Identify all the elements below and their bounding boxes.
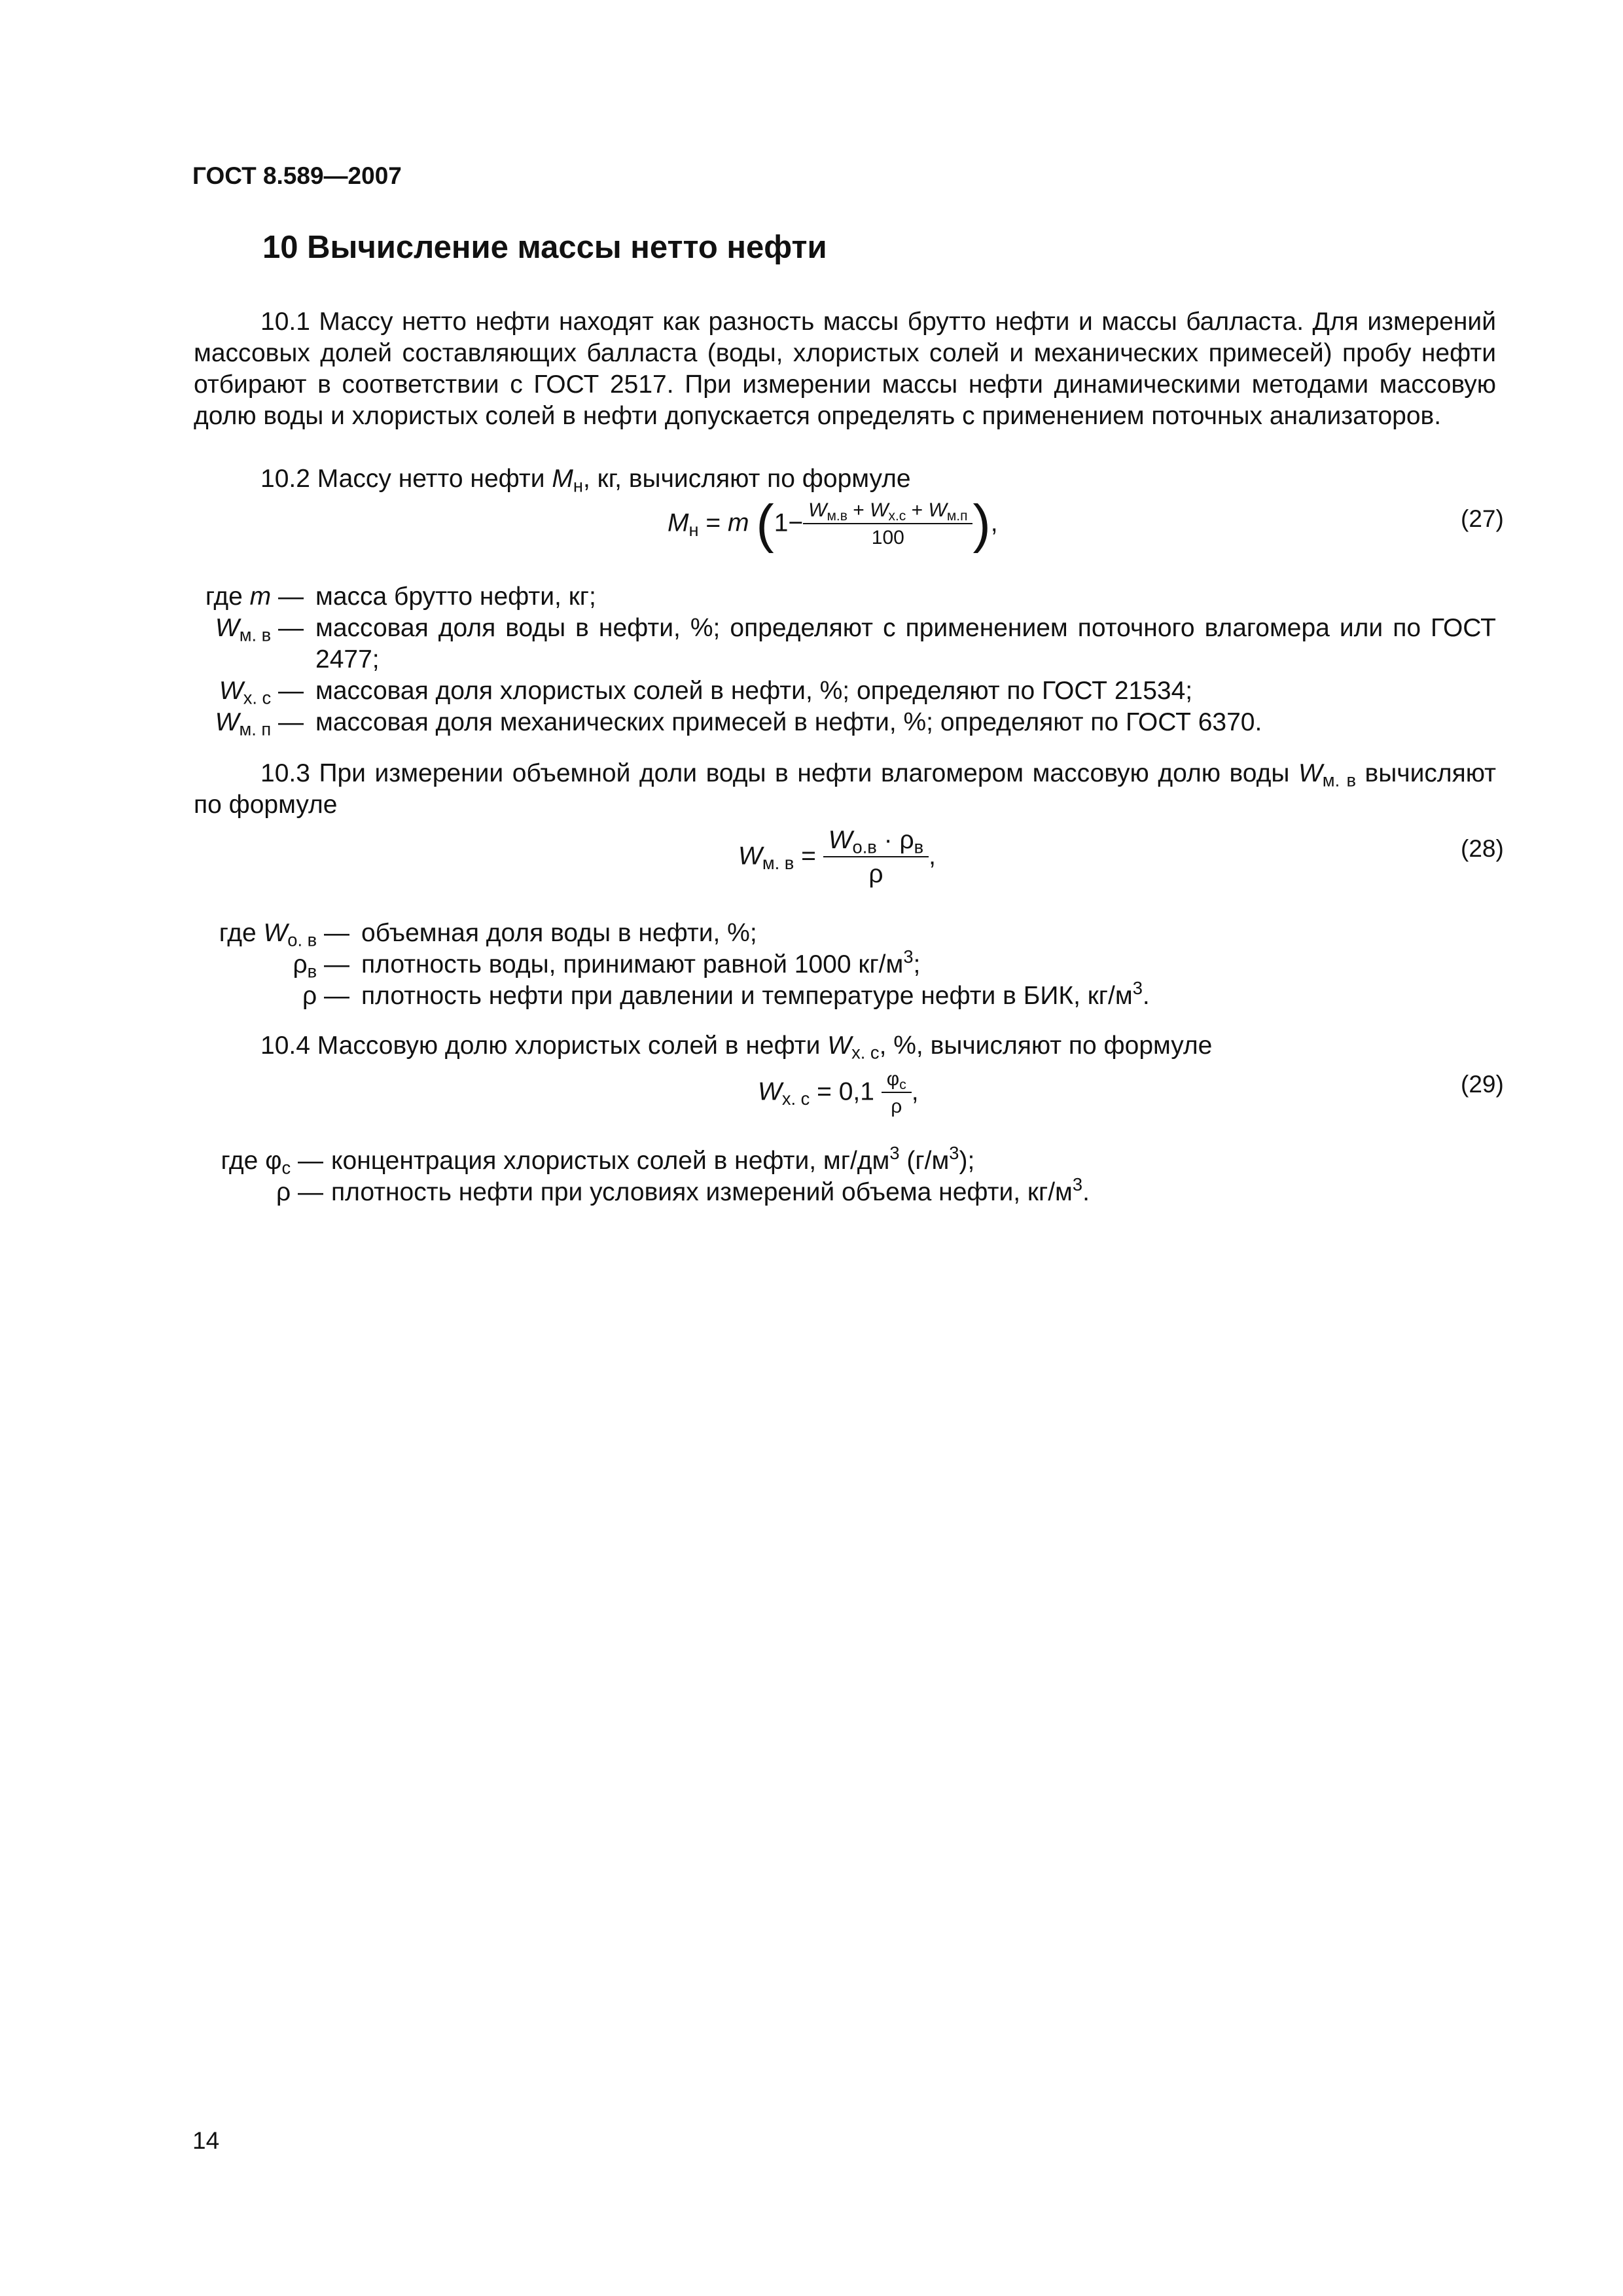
where27-wmp-sub: м. п (239, 719, 272, 740)
where28-rhov-dash: — (317, 950, 349, 978)
eq27-m: m (728, 509, 749, 537)
eq29-lhs-sub: х. с (781, 1088, 810, 1109)
eq27-left-paren: ( (756, 494, 774, 554)
eq27-wmp: W (928, 499, 947, 521)
where28-text-rhov (361, 946, 921, 980)
where27-wmv-dash: — (271, 614, 304, 642)
where28-rhov-end: ; (913, 950, 921, 978)
eq29-numerator (882, 1068, 912, 1093)
where29-phi-mid: (г/м (899, 1147, 950, 1175)
where28-prefix: где (219, 919, 264, 947)
where28-rho-text: плотность нефти при давлении и температуре нефти в БИК, кг/м (361, 982, 1133, 1010)
where27-text-wmp: массовая доля механических примесей в нефти, %; определяют по ГОСТ 6370. (315, 708, 1262, 736)
where28-rho-dash: — (317, 982, 349, 1010)
equation-27 (668, 494, 998, 554)
where28-rhov-sym: ρ (293, 950, 308, 978)
eq28-rho-v-sub: в (914, 836, 924, 857)
eq29-equals: = 0,1 (810, 1077, 882, 1106)
where27-text-m: масса брутто нефти, кг; (315, 583, 596, 611)
eq28-denominator: ρ (868, 860, 883, 888)
where28-label-rhov (293, 949, 349, 980)
eq29-fraction (882, 1068, 912, 1118)
where29-phi-sup: 3 (889, 1143, 900, 1163)
where28-wov-sub: о. в (287, 929, 317, 950)
eq27-wmv: W (808, 499, 827, 521)
where27-label-wmp (215, 707, 304, 738)
where27-wxc-sub: х. с (243, 687, 272, 708)
where28-text-rho (361, 980, 1150, 1012)
where29-text-rho (331, 1174, 1090, 1208)
where27-wmv-sub: м. в (239, 624, 272, 645)
paragraph-10-3-lead: 10.3 При измерении объемной доли воды в нефти влагомером массовую долю воды (260, 759, 1298, 787)
where28-wov-sym: W (263, 919, 288, 947)
eq27-right-paren: ) (972, 494, 991, 554)
paragraph-10-3-sym: W (1298, 759, 1323, 787)
where27-label-m: где m — (205, 583, 304, 611)
where29-label-rho (276, 1177, 323, 1208)
eq28-wov-sub: о.в (852, 836, 877, 857)
where27-wmp-dash: — (271, 708, 304, 736)
paragraph-10-3-sub: м. в (1322, 770, 1356, 791)
where28-wov-dash: — (317, 919, 349, 947)
where28-label-rho (302, 980, 349, 1012)
eq27-comma: , (990, 509, 998, 537)
section-title: 10 Вычисление массы нетто нефти (262, 230, 827, 265)
eq27-wxc-sub: х.с (888, 508, 906, 524)
equation-29 (758, 1068, 919, 1118)
where28-text-wov: объемная доля воды в нефти, %; (361, 919, 757, 947)
where28-rho-sup: 3 (1132, 978, 1143, 998)
where27-wxc-sym: W (219, 677, 243, 705)
eq28-comma: , (929, 842, 936, 870)
eq29-phi-sub: c (899, 1077, 906, 1092)
equation-number-29: (29) (1461, 1071, 1504, 1098)
where29-phi-sup2: 3 (949, 1143, 959, 1163)
eq27-fraction (803, 499, 972, 549)
where27-text-wmv: массовая доля воды в нефти, %; определяют с применением поточного влагомера или по ГОСТ 2477; (315, 614, 1496, 673)
where28-rhov-sup: 3 (903, 946, 914, 967)
paragraph-10-4-sym: W (827, 1031, 852, 1060)
where27-wmv-sym: W (215, 614, 240, 642)
eq27-wmv-sub: м.в (827, 508, 847, 524)
where27-wmp-sym: W (215, 708, 240, 736)
eq27-one-minus: 1− (774, 509, 804, 537)
eq29-lhs: W (758, 1077, 782, 1106)
document-header: ГОСТ 8.589—2007 (192, 162, 402, 189)
where29-rho-sym: ρ (276, 1178, 291, 1206)
where29-prefix: где (221, 1147, 266, 1175)
where29-label-phi (221, 1145, 323, 1177)
where29-phi-end: ); (959, 1147, 975, 1175)
eq27-equals: = (698, 509, 728, 537)
paragraph-10-4-lead: 10.4 Массовую долю хлористых солей в нефти (260, 1031, 828, 1060)
eq27-lhs: M (668, 509, 689, 537)
paragraph-10-4 (260, 1030, 1212, 1062)
where29-rho-dash: — (291, 1178, 323, 1206)
equation-number-28: (28) (1461, 835, 1504, 862)
eq29-phi: φ (886, 1068, 900, 1090)
paragraph-10-3 (194, 758, 1496, 821)
paragraph-10-4-tail: , %, вычисляют по формуле (879, 1031, 1213, 1060)
equation-number-27: (27) (1461, 505, 1504, 532)
paragraph-10-3-tail: вычисляют по формуле (194, 759, 1496, 819)
eq27-wmp-sub: м.п (946, 508, 968, 524)
eq28-lhs: W (738, 842, 762, 870)
symbol-M: M (552, 465, 573, 493)
eq27-denominator: 100 (871, 527, 904, 548)
where29-phi-text: концентрация хлористых солей в нефти, мг/дм (331, 1147, 890, 1175)
eq28-rho-v: ρ (899, 826, 914, 854)
paragraph-10-2-lead: 10.2 Массу нетто нефти (260, 465, 552, 493)
page-number: 14 (192, 2127, 220, 2154)
where29-phi-sym: φ (265, 1147, 282, 1175)
eq27-wxc: W (870, 499, 889, 521)
where29-rho-end: . (1082, 1178, 1090, 1206)
equation-28 (738, 826, 936, 889)
paragraph-10-2 (260, 463, 911, 495)
paragraph-10-1: 10.1 Массу нетто нефти находят как разность массы брутто нефти и массы балласта. Для измерений массовых долей составляющих балласта (воды, хлористых солей и механических примесей) пробу нефти отбирают в соответствии с ГОСТ 2517. При измерении массы нефти динамическими методами массовую долю воды и хлористых солей в нефти допускается определять с применением поточных анализаторов. (194, 308, 1496, 430)
paragraph-10-4-sub: х. с (851, 1042, 880, 1063)
where29-text-phi (331, 1145, 974, 1177)
where27-label-wmv (215, 613, 304, 644)
symbol-M-sub: н (573, 475, 583, 496)
eq28-equals: = (794, 842, 823, 870)
eq27-plus-1: + (847, 499, 870, 521)
eq28-lhs-sub: м. в (762, 852, 794, 873)
eq29-denominator: ρ (891, 1096, 902, 1117)
paragraph-10-2-tail: , кг, вычисляют по формуле (582, 465, 911, 493)
where29-rho-text: плотность нефти при условиях измерений объема нефти, кг/м (331, 1178, 1073, 1206)
where29-phi-sub: c (281, 1157, 291, 1178)
where28-rhov-text: плотность воды, принимают равной 1000 кг/м (361, 950, 904, 978)
where28-rhov-sub: в (307, 961, 317, 982)
eq27-plus-2: + (906, 499, 929, 521)
where27-wxc-dash: — (271, 677, 304, 705)
where27-label-wxc (219, 675, 304, 707)
eq27-numerator (803, 499, 972, 524)
eq28-wov: W (828, 826, 853, 854)
where27-text-wxc: массовая доля хлористых солей в нефти, %; определяют по ГОСТ 21534; (315, 677, 1193, 705)
eq28-numerator (823, 826, 929, 857)
eq28-dot: · (876, 826, 900, 854)
where29-phi-dash: — (291, 1147, 323, 1175)
where29-rho-sup: 3 (1072, 1174, 1083, 1194)
eq28-fraction (823, 826, 929, 889)
eq27-lhs-sub: н (688, 519, 699, 540)
where28-rho-sym: ρ (302, 982, 317, 1010)
where28-rho-end: . (1142, 982, 1150, 1010)
where28-label-wov (219, 918, 349, 949)
eq29-comma: , (911, 1077, 919, 1106)
